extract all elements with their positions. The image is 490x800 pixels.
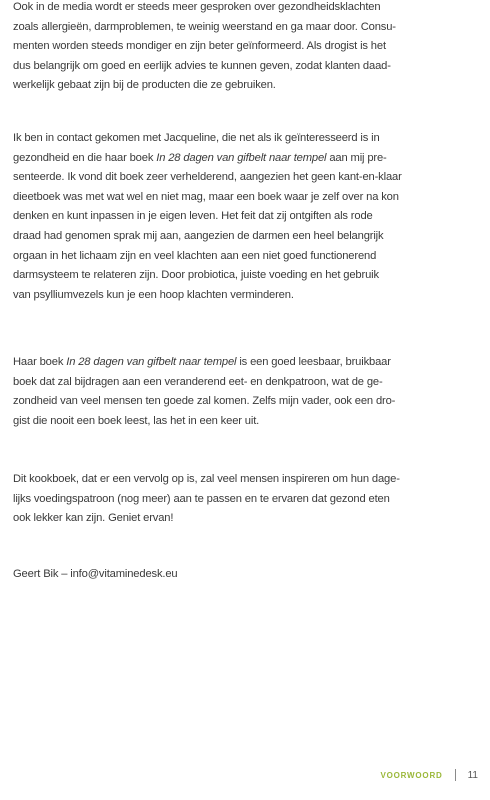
text-line: [13, 57, 396, 77]
text-segment: denken en kunt inpassen in je eigen leven. Het feit dat zij ontgiften als rode: [13, 210, 373, 223]
book-title: In 28 dagen van gifbelt naar tempel: [156, 151, 327, 164]
text-line: [13, 18, 396, 38]
signature: Geert Bik – info@vitaminedesk.eu: [13, 568, 178, 580]
text-segment: orgaan in het lichaam zijn en veel klachten aan een niet goed functionerend: [13, 249, 377, 262]
text-segment: van psylliumvezels kun je een hoop klachten verminderen.: [13, 288, 294, 301]
text-segment: boek dat zal bijdragen aan een veranderend eet- en denkpatroon, wat de ge-: [13, 375, 383, 388]
text-line: [13, 509, 400, 529]
text-segment: Haar boek: [13, 356, 67, 368]
signature-paragraph: [13, 565, 178, 585]
text-line: [13, 168, 402, 188]
text-line: [13, 392, 395, 412]
text-line: [13, 286, 402, 306]
text-line: [13, 207, 402, 227]
text-line: [13, 247, 402, 267]
text-segment: Ook in de media wordt er steeds meer gesproken over gezondheidsklachten: [13, 1, 381, 13]
text-line: [13, 412, 395, 432]
section-name: VOORWOORD: [380, 770, 443, 780]
page-footer: [380, 769, 478, 781]
text-line: [13, 266, 402, 286]
text-segment: Dit kookboek, dat er een vervolg op is, zal veel mensen inspireren om hun dage-: [13, 473, 400, 485]
text-line: [13, 76, 396, 96]
text-line: [13, 37, 396, 57]
text-segment: draad had genomen sprak mij aan, aangezien de darmen een heel belangrijk: [13, 229, 384, 242]
text-segment: zondheid van veel mensen ten goede zal komen. Zelfs mijn vader, ook een dro-: [13, 395, 396, 408]
paragraph-book-review: [13, 353, 395, 431]
footer-divider: [455, 769, 456, 781]
page-number: 11: [467, 769, 478, 781]
text-line: [13, 373, 395, 393]
paragraph-cookbook: [13, 470, 400, 529]
text-segment: gezondheid en die haar boek: [13, 151, 157, 164]
book-title: In 28 dagen van gifbelt naar tempel: [66, 356, 237, 368]
text-line: [13, 149, 402, 169]
text-segment: lijks voedingspatroon (nog meer) aan te passen en te ervaren dat gezond eten: [13, 492, 390, 505]
text-segment: Ik ben in contact gekomen met Jacqueline, die net als ik geïnteresseerd is in: [13, 132, 380, 144]
text-segment: aan mij pre-: [326, 151, 387, 164]
text-line: [13, 470, 400, 490]
text-segment: ook lekker kan zijn. Geniet ervan!: [13, 512, 174, 525]
text-segment: menten worden steeds mondiger en zijn beter geïnformeerd. Als drogist is het: [13, 40, 386, 53]
text-segment: zoals allergieën, darmproblemen, te weinig weerstand en ga maar door. Consu-: [13, 20, 396, 33]
text-segment: dus belangrijk om goed en eerlijk advies te kunnen geven, zodat klanten daad-: [13, 59, 391, 72]
text-line: [13, 188, 402, 208]
text-segment: dieetboek was met wat wel en niet mag, maar een boek waar je zelf over na kon: [13, 190, 399, 203]
paragraph-jacqueline: [13, 129, 402, 305]
text-line: [13, 353, 395, 373]
text-line: [13, 0, 396, 18]
text-segment: is een goed leesbaar, bruikbaar: [236, 356, 391, 368]
text-line: [13, 227, 402, 247]
text-line: [13, 490, 400, 510]
text-segment: senteerde. Ik vond dit boek zeer verhelderend, aangezien het geen kant-en-klaar: [13, 171, 402, 184]
paragraph-intro: [13, 0, 396, 96]
text-segment: werkelijk gebaat zijn bij de producten die ze gebruiken.: [13, 79, 276, 92]
text-segment: gist die nooit een boek leest, las het in een keer uit.: [13, 414, 260, 427]
text-line: [13, 129, 402, 149]
text-segment: darmsysteem te relateren zijn. Door probiotica, juiste voeding en het gebruik: [13, 269, 379, 282]
